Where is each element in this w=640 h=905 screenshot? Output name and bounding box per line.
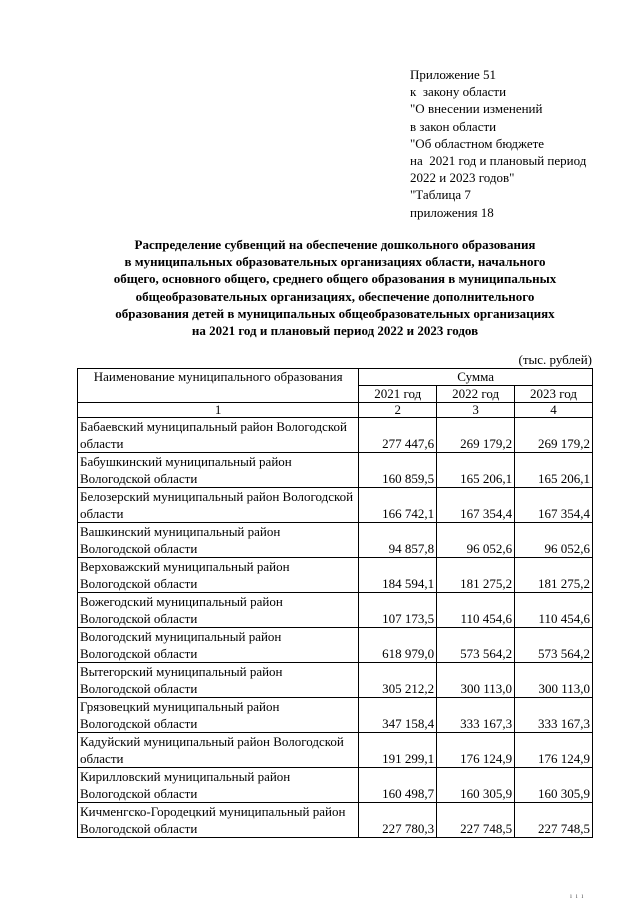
amount-cell-2023: 176 124,9 — [515, 733, 593, 768]
document-title — [70, 236, 600, 339]
table-row — [78, 418, 593, 453]
amount-cell-2023: 110 454,6 — [515, 593, 593, 628]
title-line: общего, основного общего, среднего общего образования в муниципальных — [113, 271, 557, 287]
municipality-name-line: Вологодской области — [80, 716, 198, 731]
amount-cell-2023: 333 167,3 — [515, 698, 593, 733]
title-line: общеобразовательных организациях, обеспечение дополнительного — [135, 288, 535, 304]
municipality-name-cell — [78, 523, 359, 558]
municipality-name-cell — [78, 803, 359, 838]
table-row — [78, 663, 593, 698]
municipality-name-line: Вологодской области — [80, 681, 198, 696]
index-cell: 2 — [359, 403, 437, 418]
index-row — [78, 403, 593, 418]
amount-cell-2022: 269 179,2 — [437, 418, 515, 453]
municipality-name-line: Белозерский муниципальный район Вологодской — [80, 489, 354, 504]
municipality-name-cell — [78, 418, 359, 453]
amount-cell-2022: 333 167,3 — [437, 698, 515, 733]
municipality-name-cell — [78, 663, 359, 698]
index-cell: 1 — [78, 403, 359, 418]
index-cell: 4 — [515, 403, 593, 418]
amount-cell-2021: 184 594,1 — [359, 558, 437, 593]
municipality-name-cell — [78, 628, 359, 663]
amount-cell-2023: 300 113,0 — [515, 663, 593, 698]
amount-cell-2021: 305 212,2 — [359, 663, 437, 698]
amount-cell-2023: 181 275,2 — [515, 558, 593, 593]
municipality-name-cell — [78, 698, 359, 733]
header-year-2022: 2022 год — [437, 386, 515, 403]
scan-footer-mark: ı ı ı — [570, 892, 585, 900]
municipality-name-line: Вологодской области — [80, 541, 198, 556]
municipality-name-line: области — [80, 436, 124, 451]
municipality-name-line: Вологодской области — [80, 821, 198, 836]
table-row — [78, 628, 593, 663]
header-name-cell: Наименование муниципального образования — [78, 369, 359, 403]
municipality-name-cell — [78, 733, 359, 768]
municipality-name-line: Кадуйский муниципальный район Вологодской — [80, 734, 344, 749]
municipality-name-line: Вологодской области — [80, 611, 198, 626]
amount-cell-2021: 277 447,6 — [359, 418, 437, 453]
municipality-name-cell — [78, 768, 359, 803]
municipality-name-line: Бабушкинский муниципальный район — [80, 454, 292, 469]
amount-cell-2021: 94 857,8 — [359, 523, 437, 558]
subvention-table — [77, 368, 593, 838]
header-row — [78, 369, 593, 386]
title-line: Распределение субвенций на обеспечение дошкольного образования — [134, 237, 536, 252]
municipality-name-cell — [78, 558, 359, 593]
municipality-name-line: области — [80, 751, 124, 766]
amount-cell-2021: 107 173,5 — [359, 593, 437, 628]
municipality-name-line: Грязовецкий муниципальный район — [80, 699, 280, 714]
table-row — [78, 523, 593, 558]
table-row — [78, 698, 593, 733]
appendix-line: "О внесении изменений — [410, 101, 543, 117]
municipality-name-line: Вожегодский муниципальный район — [80, 594, 283, 609]
municipality-name-line: Кичменгско-Городецкий муниципальный район — [80, 804, 346, 819]
header-year-2023: 2023 год — [515, 386, 593, 403]
amount-cell-2021: 160 498,7 — [359, 768, 437, 803]
amount-cell-2023: 160 305,9 — [515, 768, 593, 803]
amount-cell-2022: 300 113,0 — [437, 663, 515, 698]
amount-cell-2022: 181 275,2 — [437, 558, 515, 593]
municipality-name-cell — [78, 593, 359, 628]
municipality-name-line: Вологодский муниципальный район — [80, 629, 282, 644]
header-sum-cell: Сумма — [359, 369, 593, 386]
title-line: на 2021 год и плановый период 2022 и 2023 годов — [191, 323, 479, 339]
table-row — [78, 593, 593, 628]
appendix-line: приложения 18 — [410, 204, 494, 220]
amount-cell-2021: 618 979,0 — [359, 628, 437, 663]
amount-cell-2021: 347 158,4 — [359, 698, 437, 733]
municipality-name-cell — [78, 453, 359, 488]
units-label: (тыс. рублей) — [518, 352, 592, 367]
title-line: в муниципальных образовательных организациях области, начального — [124, 254, 546, 270]
appendix-line: "Об областном бюджете — [410, 135, 545, 151]
appendix-line: "Таблица 7 — [410, 187, 471, 203]
municipality-name-line: Вытегорский муниципальный район — [80, 664, 283, 679]
title-line: образования детей в муниципальных общеобразовательных организациях — [115, 305, 555, 321]
amount-cell-2022: 167 354,4 — [437, 488, 515, 523]
appendix-line: Приложение 51 — [410, 67, 497, 82]
amount-cell-2023: 165 206,1 — [515, 453, 593, 488]
table-row — [78, 453, 593, 488]
amount-cell-2022: 96 052,6 — [437, 523, 515, 558]
amount-cell-2021: 227 780,3 — [359, 803, 437, 838]
table-row — [78, 733, 593, 768]
table-row — [78, 768, 593, 803]
municipality-name-line: Бабаевский муниципальный район Вологодской — [80, 419, 347, 434]
municipality-name-line: Вологодской области — [80, 646, 198, 661]
table-row — [78, 558, 593, 593]
amount-cell-2022: 165 206,1 — [437, 453, 515, 488]
amount-cell-2022: 160 305,9 — [437, 768, 515, 803]
amount-cell-2023: 227 748,5 — [515, 803, 593, 838]
amount-cell-2022: 110 454,6 — [437, 593, 515, 628]
amount-cell-2023: 96 052,6 — [515, 523, 593, 558]
municipality-name-line: Кирилловский муниципальный район — [80, 769, 291, 784]
appendix-line: на 2021 год и плановый период — [410, 153, 587, 169]
amount-cell-2023: 573 564,2 — [515, 628, 593, 663]
municipality-name-line: Верховажский муниципальный район — [80, 559, 290, 574]
amount-cell-2021: 166 742,1 — [359, 488, 437, 523]
amount-cell-2023: 167 354,4 — [515, 488, 593, 523]
municipality-name-cell — [78, 488, 359, 523]
amount-cell-2021: 191 299,1 — [359, 733, 437, 768]
amount-cell-2023: 269 179,2 — [515, 418, 593, 453]
index-cell: 3 — [437, 403, 515, 418]
municipality-name-line: Вологодской области — [80, 786, 198, 801]
municipality-name-line: Вологодской области — [80, 576, 198, 591]
amount-cell-2022: 573 564,2 — [437, 628, 515, 663]
appendix-line: в закон области — [410, 118, 497, 134]
municipality-name-line: области — [80, 506, 124, 521]
amount-cell-2021: 160 859,5 — [359, 453, 437, 488]
amount-cell-2022: 227 748,5 — [437, 803, 515, 838]
municipality-name-line: Вологодской области — [80, 471, 198, 486]
appendix-block — [410, 66, 586, 221]
table-row — [78, 488, 593, 523]
appendix-line: к закону области — [410, 84, 507, 100]
appendix-line: 2022 и 2023 годов" — [410, 170, 515, 186]
amount-cell-2022: 176 124,9 — [437, 733, 515, 768]
table-row — [78, 803, 593, 838]
municipality-name-line: Вашкинский муниципальный район — [80, 524, 281, 539]
table-body — [78, 369, 593, 838]
header-year-2021: 2021 год — [359, 386, 437, 403]
